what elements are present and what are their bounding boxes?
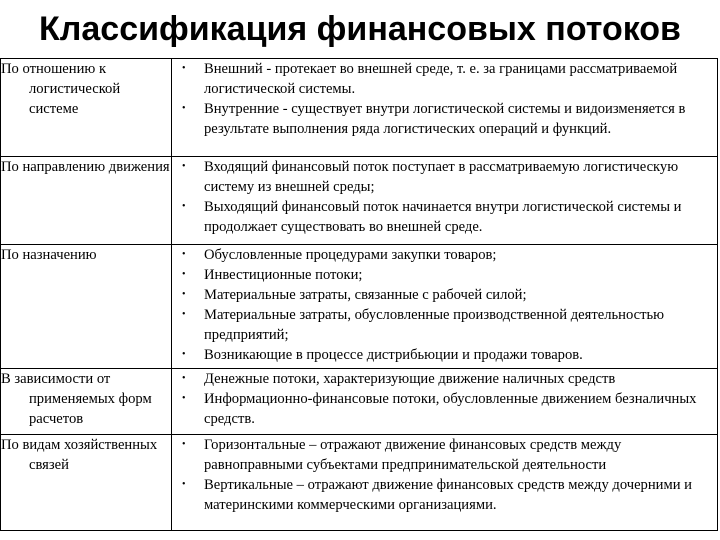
criterion-label: По видам хозяйственных связей	[1, 437, 158, 473]
bullet-icon: •	[182, 479, 186, 490]
item-text: Денежные потоки, характеризующие движение наличных средств	[204, 371, 616, 387]
items-cell	[172, 59, 718, 157]
list-item	[172, 265, 717, 285]
criterion-cell	[1, 245, 172, 369]
list-item	[172, 245, 717, 265]
item-text: Внутренние - существует внутри логистической системы и видоизменяется в результате выполнения ряда логистических операций и функций.	[204, 101, 686, 137]
list-item	[172, 285, 717, 305]
list-item	[172, 305, 717, 345]
criterion-cell	[1, 435, 172, 531]
list-item	[172, 435, 717, 475]
bullet-icon: •	[182, 103, 186, 114]
bullet-icon: •	[182, 439, 186, 450]
criterion-cell	[1, 369, 172, 435]
table-row	[1, 59, 718, 157]
list-item	[172, 475, 717, 515]
bullet-icon: •	[182, 309, 186, 320]
bullet-icon: •	[182, 249, 186, 260]
bullet-icon: •	[182, 393, 186, 404]
list-item	[172, 99, 717, 139]
item-text: Материальные затраты, обусловленные производственной деятельностью предприятий;	[204, 307, 665, 343]
list-item	[172, 389, 717, 429]
criterion-cell	[1, 59, 172, 157]
items-cell	[172, 369, 718, 435]
table-row	[1, 435, 718, 531]
list-item	[172, 369, 717, 389]
page-title: Классификация финансовых потоков	[39, 10, 681, 48]
bullet-icon: •	[182, 289, 186, 300]
criterion-cell	[1, 157, 172, 245]
item-text: Инвестиционные потоки;	[204, 267, 363, 283]
item-text: Возникающие в процессе дистрибьюции и продажи товаров.	[204, 347, 583, 363]
classification-table	[0, 58, 718, 531]
criterion-label: По отношению к логистической системе	[1, 61, 121, 117]
item-text: Внешний - протекает во внешней среде, т. е. за границами рассматриваемой логистической системы.	[204, 61, 678, 97]
item-text: Выходящий финансовый поток начинается внутри логистической системы и продолжает существовать во внешней среде.	[204, 199, 682, 235]
items-cell	[172, 435, 718, 531]
table-row	[1, 157, 718, 245]
table-row	[1, 369, 718, 435]
items-cell	[172, 157, 718, 245]
bullet-icon: •	[182, 161, 186, 172]
criterion-label: В зависимости от применяемых форм расчетов	[1, 371, 152, 427]
items-cell	[172, 245, 718, 369]
list-item	[172, 59, 717, 99]
bullet-icon: •	[182, 269, 186, 280]
item-text: Горизонтальные – отражают движение финансовых средств между равноправными субъектами предпринимательской деятельности	[204, 437, 622, 473]
bullet-icon: •	[182, 63, 186, 74]
table-row	[1, 245, 718, 369]
bullet-icon: •	[182, 201, 186, 212]
item-text: Материальные затраты, связанные с рабочей силой;	[204, 287, 527, 303]
bullet-icon: •	[182, 373, 186, 384]
item-text: Входящий финансовый поток поступает в рассматриваемую логистическую систему из внешней среды;	[204, 159, 679, 195]
item-text: Информационно-финансовые потоки, обусловленные движением безналичных средств.	[204, 391, 697, 427]
item-text: Вертикальные – отражают движение финансовых средств между дочерними и материнскими коммерческими организациями.	[204, 477, 692, 513]
list-item	[172, 345, 717, 365]
bullet-icon: •	[182, 349, 186, 360]
criterion-label: По назначению	[1, 247, 97, 263]
list-item	[172, 197, 717, 237]
item-text: Обусловленные процедурами закупки товаров;	[204, 247, 497, 263]
criterion-label: По направлению движения	[1, 159, 170, 175]
list-item	[172, 157, 717, 197]
